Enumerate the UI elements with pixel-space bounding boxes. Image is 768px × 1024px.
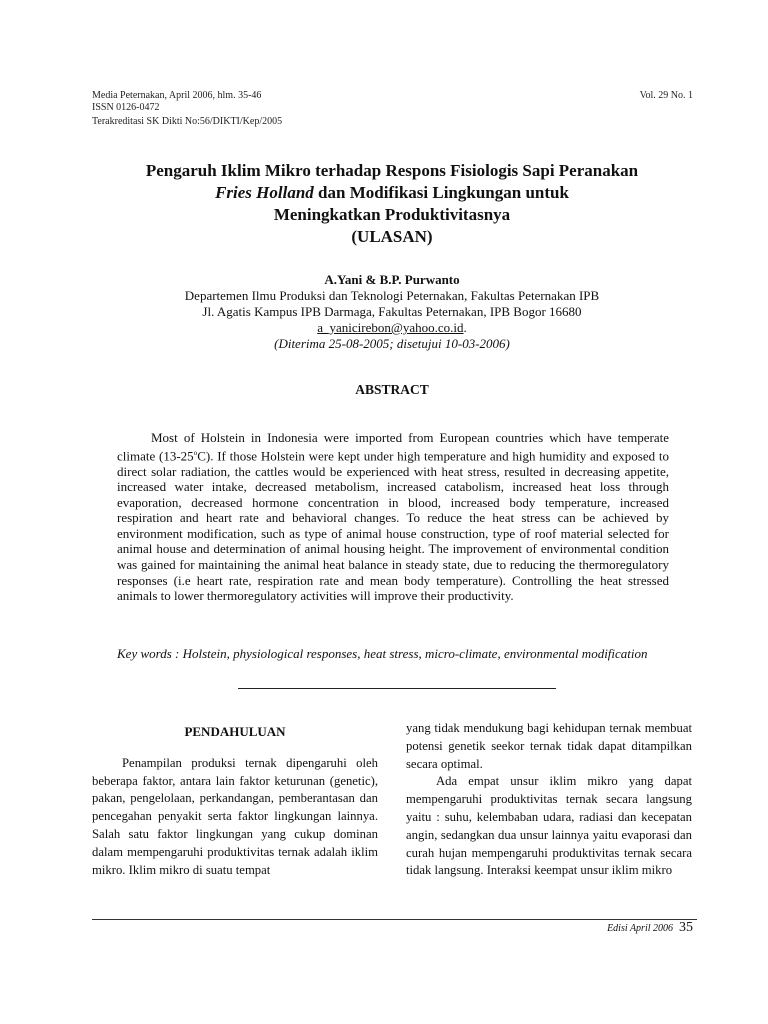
author-email-link[interactable]: a_yanicirebon@yahoo.co.id (317, 320, 464, 335)
volume-number: Vol. 29 No. 1 (639, 90, 693, 101)
author-address: Jl. Agatis Kampus IPB Darmaga, Fakultas Peternakan, IPB Bogor 16680 (202, 304, 582, 319)
page-number: 35 (679, 920, 693, 935)
journal-citation: Media Peternakan, April 2006, hlm. 35-46 (92, 90, 262, 101)
body-paragraph-continued: yang tidak mendukung bagi kehidupan ternak membuat potensi genetik seekor ternak tidak dapat ditampilkan secara optimal. (406, 721, 692, 771)
edition-label: Edisi April 2006 (607, 923, 673, 934)
page-footer (607, 920, 693, 936)
body-paragraph: Ada empat unsur iklim mikro yang dapat mempengaruhi produktivitas ternak secara langsung yaitu : suhu, kelembaban udara, radiasi dan kecepatan angin, sedangkan dua unsur lainnya yaitu evaporasi dan curah hujan mempengaruhi produktivitas ternak secara tidak langsung. Interaksi keempat unsur iklim mikro (406, 774, 692, 878)
abstract-text (117, 430, 669, 604)
title-line-2-rest: dan Modifikasi Lingkungan untuk (313, 183, 569, 202)
body-column-right (406, 720, 692, 880)
section-heading-pendahuluan: PENDAHULUAN (184, 724, 286, 739)
title-italic-term: Fries Holland (215, 183, 314, 202)
paper-title (92, 160, 692, 248)
author-names: A.Yani & B.P. Purwanto (324, 272, 460, 287)
title-line-3: Meningkatkan Produktivitasnya (273, 205, 511, 224)
degree-superscript: o (193, 448, 198, 457)
keywords: Key words : Holstein, physiological responses, heat stress, micro-climate, environmental modification (117, 646, 648, 661)
journal-header (92, 90, 261, 114)
author-email-line (92, 320, 692, 336)
body-column-left (92, 722, 378, 879)
author-block (92, 272, 692, 352)
accreditation-note: Terakreditasi SK Dikti No:56/DIKTI/Kep/2005 (92, 116, 283, 127)
issn: ISSN 0126-0472 (92, 102, 160, 113)
title-line-4: (ULASAN) (351, 227, 433, 246)
author-affiliation: Departemen Ilmu Produksi dan Teknologi Peternakan, Fakultas Peternakan IPB (184, 288, 600, 303)
abstract-divider (238, 688, 556, 689)
title-line-2 (92, 182, 692, 204)
email-suffix: . (463, 320, 467, 335)
abstract-heading: ABSTRACT (355, 382, 429, 397)
body-paragraph: Penampilan produksi ternak dipengaruhi oleh beberapa faktor, antara lain faktor keturunan (genetic), pakan, pengelolaan, perkandangan, pemberantasan dan pencegahan penyakit serta faktor lingkungan lainnya. Salah satu faktor lingkungan yang cukup dominan dalam mempengaruhi produktivitas ternak adalah iklim mikro. Iklim mikro di suatu tempat (92, 755, 378, 877)
abstract-text-part-2: C). If those Holstein were kept under high temperature and high humidity and exposed to direct solar radiation, the cattles would be experienced with heat stress, resulted in decreasing appetite, increased water intake, decreased metabolism, increased catabolism, increased heat loss through evaporation, decreased hormone concentration in blood, increased body temperature, increased respiration and heart rate and behavioral changes. To reduce the heat stress can be achieved by environment modification, such as type of animal house construction, type of roof material selected for animal house and determination of animal housing height. The improvement of environmental condition was gained for maintaining the animal heat balance in steady state, due to reducing the thermoregulatory responses (i.e heart rate, respiration rate and mean body temperature). Controlling the heat stressed animals to lower thermoregulatory activities will improve their productivity. (117, 447, 669, 604)
received-dates: (Diterima 25-08-2005; disetujui 10-03-2006) (274, 336, 510, 351)
abstract-text-part-1: Most of Holstein in Indonesia were imported from European countries which have temperate climate (13-25 (117, 430, 669, 463)
title-line-1: Pengaruh Iklim Mikro terhadap Respons Fisiologis Sapi Peranakan (145, 161, 639, 180)
